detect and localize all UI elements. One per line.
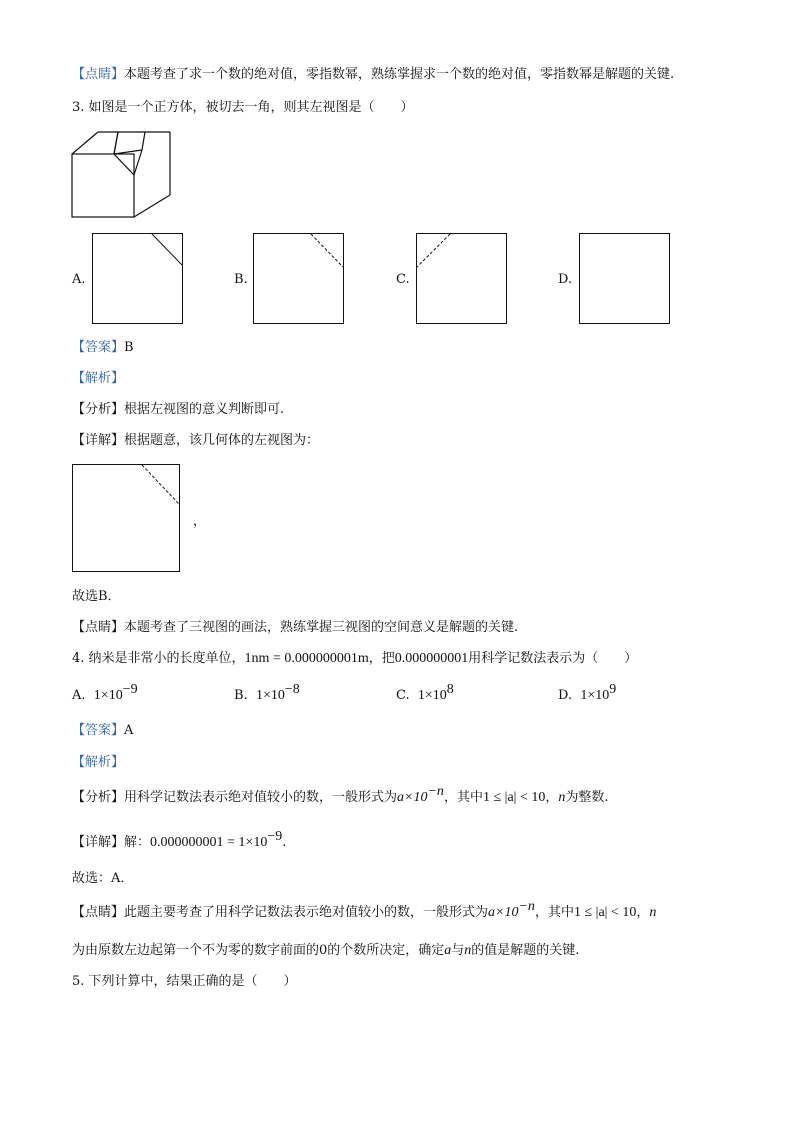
dianjing-tag: 【点睛】 [72, 905, 125, 920]
q5-stem: 5. 下列计算中，结果正确的是（ ） [72, 974, 297, 989]
fenxi-cond: 1 ≤ |a| < 10 [482, 790, 546, 805]
q4-guxuan: 故选：A． [72, 871, 134, 886]
option-exp: 9 [609, 682, 617, 697]
dianjing-line2-c: 的值是解题的关键. [471, 943, 580, 958]
q3-xiangjie [72, 432, 319, 450]
q3-fenxi [72, 401, 284, 419]
q2-dianjing [72, 66, 674, 84]
q3-stem: 3. 如图是一个正方体，被切去一角，则其左视图是（ ） [72, 100, 414, 115]
fenxi-form-exp: −n [427, 784, 444, 799]
q4-option-c [396, 682, 454, 704]
dianjing-line2-b: 与 [451, 943, 465, 958]
option-label: D. [558, 688, 573, 703]
q4-stem-eq: 1nm = 0.000000001m [244, 651, 369, 666]
option-exp: 8 [446, 682, 454, 697]
dianjing-form-exp: −n [518, 899, 535, 914]
fenxi-text-a: 用科学记数法表示绝对值较小的数，一般形式为 [124, 790, 398, 805]
xiangjie-tag: 【详解】 [72, 433, 125, 448]
q3-option-d-view [579, 233, 670, 324]
option-base: 1×10 [417, 688, 447, 703]
dianjing-text-c: ， [636, 905, 650, 920]
dianjing-text-b: ，其中 [534, 905, 574, 920]
q3-answer [72, 339, 134, 357]
dianjing-text: 本题考查了三视图的画法，熟练掌握三视图的空间意义是解题的关键. [124, 620, 519, 635]
fenxi-tag: 【分析】 [72, 790, 125, 805]
dianjing-cond: 1 ≤ |a| < 10 [573, 905, 637, 920]
q3-jiexi-tag: 【解析】 [72, 371, 125, 386]
option-exp: −8 [284, 682, 300, 697]
dianjing-n: n [649, 905, 657, 920]
q3-option-a-label: A. [72, 272, 86, 287]
fenxi-text-d: 为整数. [565, 790, 609, 805]
dianjing-a: a [444, 943, 452, 958]
fenxi-text: 根据左视图的意义判断即可. [124, 402, 285, 417]
q3-guxuan: 故选B． [72, 589, 121, 604]
option-base: 1×10 [93, 688, 123, 703]
xiangjie-eq: 0.000000001 = 1×10 [150, 835, 268, 850]
q4-stem-num: 0.000000001 [394, 651, 469, 666]
fenxi-tag: 【分析】 [72, 402, 125, 417]
q4-dianjing [72, 899, 657, 922]
dianjing-text: 本题考查了求一个数的绝对值，零指数幂，熟练掌握求一个数的绝对值，零指数幂是解题的关键. [124, 67, 675, 82]
fenxi-text-c: ， [545, 790, 559, 805]
q3-solution-view [72, 464, 180, 572]
q4-xiangjie [72, 829, 287, 852]
q4-jiexi-tag: 【解析】 [72, 755, 125, 770]
dianjing-line2-a: 为由原数左边起第一个不为零的数字前面的0的个数所决定，确定 [72, 943, 445, 958]
q4-stem-a: 4. 纳米是非常小的长度单位， [72, 651, 245, 666]
option-exp: −9 [122, 682, 138, 697]
cube-figure [70, 130, 180, 220]
q4-stem [72, 650, 637, 668]
q4-stem-c: 用科学记数法表示为（ ） [468, 651, 638, 666]
option-label: B. [234, 688, 248, 703]
option-base: 1×10 [255, 688, 285, 703]
xiangjie-eq-exp: −9 [267, 829, 283, 844]
dianjing-tag: 【点睛】 [72, 620, 125, 635]
xiangjie-text-b: . [282, 835, 287, 850]
fenxi-n: n [558, 790, 566, 805]
fenxi-form: a×10 [397, 790, 428, 805]
q4-dianjing-line2 [72, 942, 579, 960]
answer-value: A [124, 723, 134, 738]
dianjing-n2: n [464, 943, 472, 958]
dianjing-text-a: 此题主要考查了用科学记数法表示绝对值较小的数，一般形式为 [124, 905, 489, 920]
q3-option-b-view [253, 233, 344, 324]
q3-dianjing [72, 619, 518, 637]
q4-option-a [72, 682, 138, 704]
q3-option-c-label: C. [396, 272, 410, 287]
q3-option-a-view [92, 233, 183, 324]
option-label: A. [72, 688, 86, 703]
q3-option-c-view [416, 233, 507, 324]
xiangjie-tag: 【详解】 [72, 835, 125, 850]
q4-fenxi [72, 784, 609, 807]
dianjing-tag: 【点睛】 [72, 67, 125, 82]
fenxi-text-b: ，其中 [443, 790, 483, 805]
q3-solution-comma: ， [193, 514, 207, 529]
q4-stem-b: ，把 [368, 651, 395, 666]
answer-tag: 【答案】 [72, 340, 125, 355]
q3-option-d-label: D. [558, 272, 573, 287]
answer-tag: 【答案】 [72, 723, 125, 738]
option-label: C. [396, 688, 410, 703]
q3-option-b-label: B. [234, 272, 248, 287]
xiangjie-text-a: 解： [124, 835, 151, 850]
dianjing-form: a×10 [488, 905, 519, 920]
q4-option-d [558, 682, 617, 704]
option-base: 1×10 [580, 688, 610, 703]
answer-value: B [124, 340, 134, 355]
q4-option-b [234, 682, 300, 704]
q4-answer [72, 722, 133, 740]
xiangjie-text: 根据题意，该几何体的左视图为： [124, 433, 320, 448]
